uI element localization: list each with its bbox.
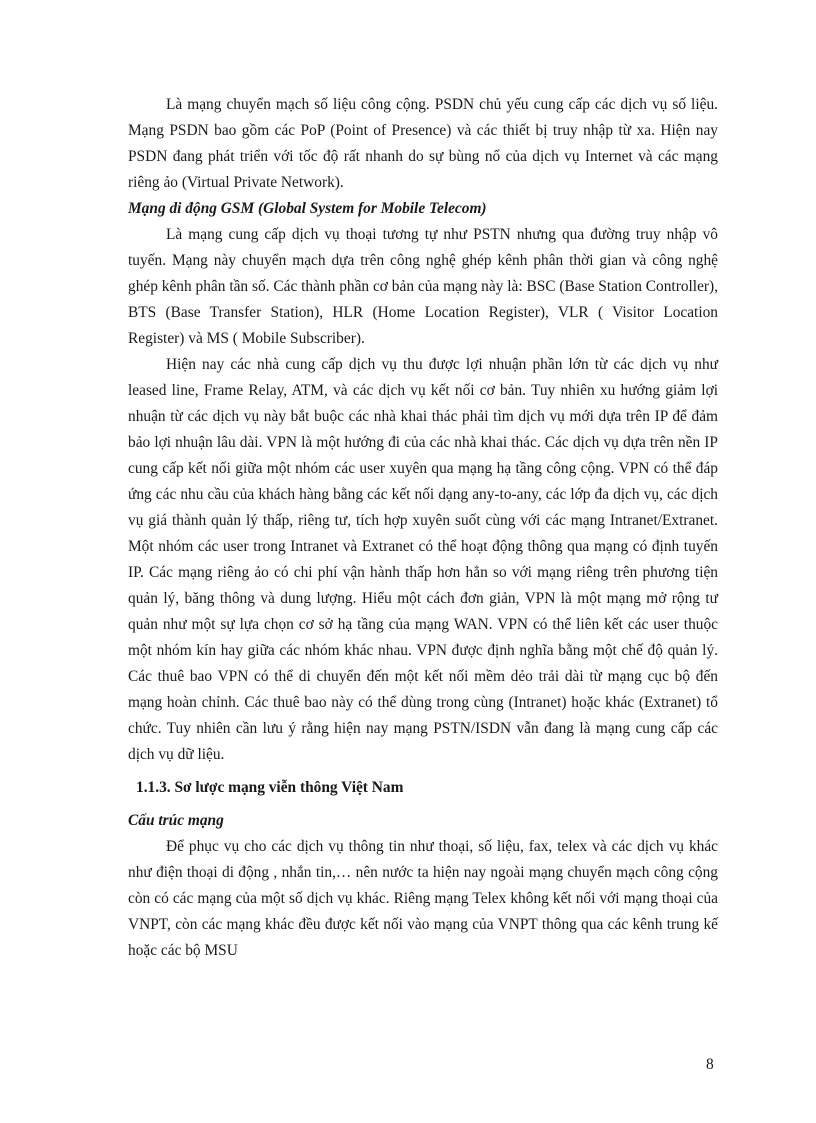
section-heading: 1.1.3. Sơ lược mạng viễn thông Việt Nam [136, 779, 404, 796]
paragraph-gsm: Là mạng cung cấp dịch vụ thoại tương tự như PSTN nhưng qua đường truy nhập vô tuyến. Mạng này chuyển mạch dựa trên công nghệ ghép kênh phân thời gian và công nghệ ghép kênh phân tần số. Các thành phần cơ bản của mạng này là: BSC (Base Station Controller), BTS (Base Transfer Station), HLR (Home Location Register), VLR ( Visitor Location Register) và MS ( Mobile Subscriber). [128, 226, 718, 347]
paragraph-vpn: Hiện nay các nhà cung cấp dịch vụ thu được lợi nhuận phần lớn từ các dịch vụ như leased line, Frame Relay, ATM, và các dịch vụ kết nối cơ bản. Tuy nhiên xu hướng giảm lợi nhuận từ các dịch vụ này bắt buộc các nhà khai thác phải tìm dịch vụ mới dựa trên IP để đảm bảo lợi nhuận lâu dài. VPN là một hướng đi của các nhà khai thác. Các dịch vụ dựa trên nền IP cung cấp kết nối giữa một nhóm các user xuyên qua mạng hạ tầng công cộng. VPN có thể đáp ứng các nhu cầu của khách hàng bằng các kết nối dạng any-to-any, các lớp đa dịch vụ, các dịch vụ giá thành quản lý thấp, riêng tư, tích hợp xuyên suốt cùng với các mạng Intranet/Extranet. Một nhóm các user trong Intranet và Extranet có thể hoạt động thông qua mạng có định tuyến IP. Các mạng riêng ảo có chi phí vận hành thấp hơn hẳn so với mạng riêng trên phương tiện quản lý, băng thông và dung lượng. Hiểu một cách đơn giản, VPN là một mạng mở rộng tư quản như một sự lựa chọn cơ sở hạ tầng của mạng WAN. VPN có thể liên kết các user thuộc một nhóm kín hay giữa các nhóm khác nhau. VPN được định nghĩa bằng một chế độ quản lý. Các thuê bao VPN có thể di chuyển đến một kết nối mềm dẻo trải dài từ mạng cục bộ đến mạng hoàn chỉnh. Các thuê bao này có thể dùng trong cùng (Intranet) hoặc khác (Extranet) tổ chức. Tuy nhiên cần lưu ý rằng hiện nay mạng PSTN/ISDN vẫn đang là mạng cung cấp các dịch vụ dữ liệu. [128, 356, 718, 763]
page-number: 8 [706, 1056, 714, 1073]
heading-cau-truc-mang: Cấu trúc mạng [128, 812, 224, 829]
heading-gsm: Mạng di động GSM (Global System for Mobile Telecom) [128, 200, 487, 217]
paragraph-psdn: Là mạng chuyển mạch số liệu công cộng. PSDN chủ yếu cung cấp các dịch vụ số liệu. Mạng PSDN bao gồm các PoP (Point of Presence) và các thiết bị truy nhập từ xa. Hiện nay PSDN đang phát triển với tốc độ rất nhanh do sự bùng nổ của dịch vụ Internet và các mạng riêng ảo (Virtual Private Network). [128, 96, 718, 191]
paragraph-cau-truc: Để phục vụ cho các dịch vụ thông tin như thoại, số liệu, fax, telex và các dịch vụ khác như điện thoại di động , nhắn tin,… nên nước ta hiện nay ngoài mạng chuyển mạch công cộng còn có các mạng của một số dịch vụ khác. Riêng mạng Telex không kết nối với mạng thoại của VNPT, còn các mạng khác đều được kết nối vào mạng của VNPT thông qua các kênh trung kế hoặc các bộ MSU [128, 838, 718, 959]
document-body [128, 92, 718, 964]
